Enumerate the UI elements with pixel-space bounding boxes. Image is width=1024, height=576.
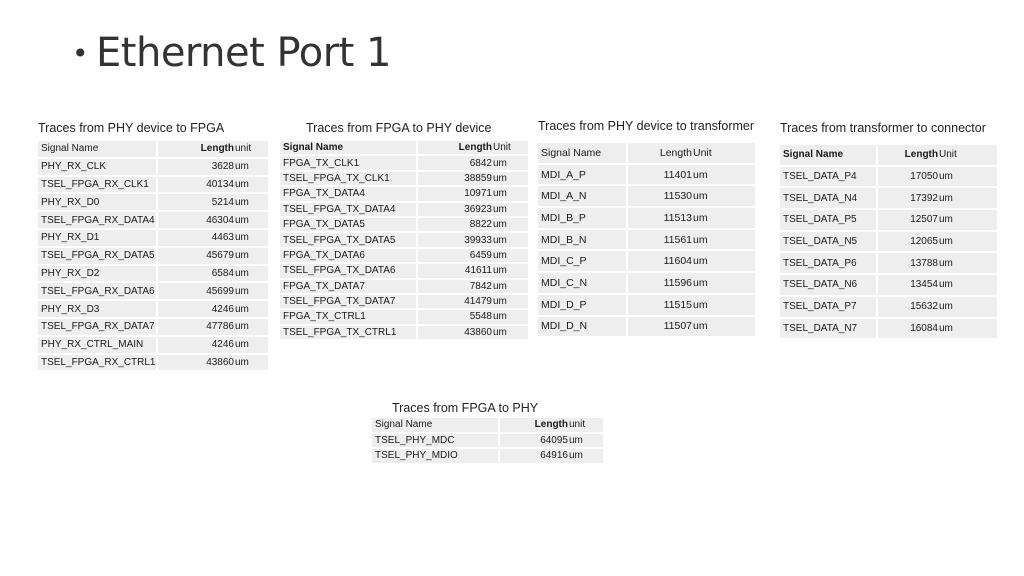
signal-name-cell: TSEL_DATA_P6 — [780, 253, 878, 275]
signal-name-cell: MDI_D_P — [538, 295, 628, 317]
transformer-to-connector-section — [780, 121, 997, 340]
header-unit: unit — [234, 141, 268, 159]
signal-name-cell: TSEL_FPGA_RX_DATA4 — [38, 212, 158, 230]
table-row — [780, 297, 997, 319]
unit-cell: um — [234, 301, 268, 319]
unit-cell: um — [938, 275, 997, 297]
header-signal-name: Signal Name — [38, 141, 158, 159]
length-cell: 11530 — [628, 186, 692, 208]
table-row — [38, 212, 268, 230]
table-row — [280, 187, 528, 202]
unit-cell: um — [234, 355, 268, 373]
header-signal-name: Signal Name — [280, 141, 418, 156]
length-cell: 11515 — [628, 295, 692, 317]
signal-name-cell: TSEL_PHY_MDIO — [372, 449, 500, 465]
header-signal-name: Signal Name — [538, 143, 628, 165]
table-row — [38, 194, 268, 212]
table-row — [372, 449, 603, 465]
length-cell: 39933 — [418, 233, 492, 248]
unit-cell: um — [692, 165, 755, 187]
header-length: Length — [628, 143, 692, 165]
signal-name-cell: MDI_D_N — [538, 317, 628, 339]
unit-cell: um — [492, 187, 528, 202]
length-cell: 13454 — [878, 275, 938, 297]
table-caption: Traces from PHY device to FPGA — [38, 121, 225, 135]
table-row — [280, 280, 528, 295]
table-row — [780, 167, 997, 189]
slide-title — [72, 30, 391, 76]
signal-name-cell: FPGA_TX_DATA7 — [280, 280, 418, 295]
signal-name-cell: TSEL_FPGA_TX_DATA4 — [280, 203, 418, 218]
table-row — [38, 248, 268, 266]
table-row — [38, 230, 268, 248]
table-row — [780, 319, 997, 341]
bullet-icon: • — [72, 36, 89, 70]
signal-name-cell: MDI_A_P — [538, 165, 628, 187]
unit-cell: um — [234, 319, 268, 337]
unit-cell: um — [492, 233, 528, 248]
unit-cell: um — [492, 203, 528, 218]
header-length: Length — [158, 141, 234, 159]
unit-cell: um — [692, 295, 755, 317]
unit-cell: um — [234, 212, 268, 230]
unit-cell: um — [492, 280, 528, 295]
table-row — [780, 188, 997, 210]
unit-cell: um — [568, 434, 603, 450]
signal-name-cell: TSEL_DATA_N5 — [780, 232, 878, 254]
unit-cell: um — [692, 208, 755, 230]
length-cell: 11507 — [628, 317, 692, 339]
signal-name-cell: TSEL_FPGA_TX_CTRL1 — [280, 326, 418, 341]
table-row — [538, 317, 755, 339]
table-row — [780, 232, 997, 254]
unit-cell: um — [492, 264, 528, 279]
length-cell: 11513 — [628, 208, 692, 230]
unit-cell: um — [692, 230, 755, 252]
signal-name-cell: TSEL_FPGA_TX_DATA5 — [280, 233, 418, 248]
unit-cell: um — [938, 167, 997, 189]
unit-cell: um — [234, 337, 268, 355]
table-caption: Traces from transformer to connector — [780, 121, 986, 135]
header-length: Length — [878, 145, 938, 167]
length-cell: 41611 — [418, 264, 492, 279]
signal-name-cell: TSEL_PHY_MDC — [372, 434, 500, 450]
table-row — [280, 310, 528, 325]
length-cell: 47786 — [158, 319, 234, 337]
table-row — [280, 233, 528, 248]
table-row — [38, 355, 268, 373]
table-row — [780, 253, 997, 275]
length-cell: 43860 — [418, 326, 492, 341]
length-cell: 15632 — [878, 297, 938, 319]
unit-cell: um — [234, 159, 268, 177]
unit-cell: um — [234, 283, 268, 301]
table-row — [38, 301, 268, 319]
unit-cell: um — [492, 310, 528, 325]
length-cell: 17392 — [878, 188, 938, 210]
signal-name-cell: TSEL_FPGA_TX_CLK1 — [280, 172, 418, 187]
table-row — [280, 249, 528, 264]
table-row — [280, 218, 528, 233]
slide-title-text: Ethernet Port 1 — [96, 30, 391, 76]
length-cell: 3628 — [158, 159, 234, 177]
unit-cell: um — [234, 177, 268, 195]
length-cell: 13788 — [878, 253, 938, 275]
table-row — [38, 337, 268, 355]
signal-name-cell: MDI_A_N — [538, 186, 628, 208]
header-length: Length — [418, 141, 492, 156]
table-row — [38, 177, 268, 195]
phy-to-fpga-section — [38, 121, 268, 372]
trace-length-table — [538, 143, 755, 338]
table-row — [280, 326, 528, 341]
length-cell: 11604 — [628, 251, 692, 273]
length-cell: 4463 — [158, 230, 234, 248]
table-row — [372, 434, 603, 450]
table-row — [280, 172, 528, 187]
length-cell: 8822 — [418, 218, 492, 233]
table-row — [280, 295, 528, 310]
length-cell: 11401 — [628, 165, 692, 187]
table-row — [538, 230, 755, 252]
signal-name-cell: FPGA_TX_CLK1 — [280, 156, 418, 171]
signal-name-cell: PHY_RX_D1 — [38, 230, 158, 248]
table-caption: Traces from FPGA to PHY device — [306, 121, 492, 135]
fpga-to-phy-device-section — [280, 121, 528, 341]
length-cell: 12065 — [878, 232, 938, 254]
signal-name-cell: FPGA_TX_CTRL1 — [280, 310, 418, 325]
unit-cell: um — [692, 186, 755, 208]
unit-cell: um — [692, 251, 755, 273]
unit-cell: um — [568, 449, 603, 465]
header-length: Length — [500, 418, 568, 434]
trace-length-table — [38, 141, 268, 372]
signal-name-cell: TSEL_DATA_P5 — [780, 210, 878, 232]
signal-name-cell: TSEL_FPGA_RX_DATA5 — [38, 248, 158, 266]
signal-name-cell: TSEL_FPGA_TX_DATA6 — [280, 264, 418, 279]
signal-name-cell: MDI_C_N — [538, 273, 628, 295]
unit-cell: um — [492, 218, 528, 233]
signal-name-cell: TSEL_DATA_N4 — [780, 188, 878, 210]
table-row — [538, 208, 755, 230]
unit-cell: um — [234, 266, 268, 284]
length-cell: 6842 — [418, 156, 492, 171]
signal-name-cell: PHY_RX_D0 — [38, 194, 158, 212]
header-unit: Unit — [692, 143, 755, 165]
unit-cell: um — [938, 297, 997, 319]
length-cell: 6459 — [418, 249, 492, 264]
signal-name-cell: PHY_RX_D2 — [38, 266, 158, 284]
table-row — [780, 275, 997, 297]
signal-name-cell: FPGA_TX_DATA6 — [280, 249, 418, 264]
header-unit: unit — [568, 418, 603, 434]
table-row — [38, 319, 268, 337]
unit-cell: um — [492, 249, 528, 264]
length-cell: 64095 — [500, 434, 568, 450]
trace-length-table — [280, 141, 528, 341]
unit-cell: um — [492, 295, 528, 310]
length-cell: 45679 — [158, 248, 234, 266]
signal-name-cell: FPGA_TX_DATA5 — [280, 218, 418, 233]
signal-name-cell: PHY_RX_D3 — [38, 301, 158, 319]
unit-cell: um — [692, 317, 755, 339]
length-cell: 11561 — [628, 230, 692, 252]
table-row — [38, 266, 268, 284]
signal-name-cell: TSEL_DATA_N6 — [780, 275, 878, 297]
signal-name-cell: PHY_RX_CLK — [38, 159, 158, 177]
table-row — [38, 283, 268, 301]
signal-name-cell: TSEL_FPGA_TX_DATA7 — [280, 295, 418, 310]
length-cell: 7842 — [418, 280, 492, 295]
trace-length-table — [780, 145, 997, 340]
length-cell: 4246 — [158, 301, 234, 319]
table-header-row — [372, 418, 603, 434]
length-cell: 5548 — [418, 310, 492, 325]
unit-cell: um — [492, 172, 528, 187]
length-cell: 36923 — [418, 203, 492, 218]
length-cell: 41479 — [418, 295, 492, 310]
length-cell: 6584 — [158, 266, 234, 284]
signal-name-cell: TSEL_FPGA_RX_DATA7 — [38, 319, 158, 337]
unit-cell: um — [938, 232, 997, 254]
table-row — [538, 251, 755, 273]
header-unit: Unit — [938, 145, 997, 167]
length-cell: 17050 — [878, 167, 938, 189]
length-cell: 16084 — [878, 319, 938, 341]
unit-cell: um — [938, 253, 997, 275]
unit-cell: um — [492, 326, 528, 341]
length-cell: 38859 — [418, 172, 492, 187]
table-row — [280, 156, 528, 171]
unit-cell: um — [938, 188, 997, 210]
header-unit: Unit — [492, 141, 528, 156]
table-row — [538, 165, 755, 187]
length-cell: 64916 — [500, 449, 568, 465]
length-cell: 46304 — [158, 212, 234, 230]
table-row — [280, 203, 528, 218]
unit-cell: um — [492, 156, 528, 171]
unit-cell: um — [234, 230, 268, 248]
signal-name-cell: PHY_RX_CTRL_MAIN — [38, 337, 158, 355]
length-cell: 12507 — [878, 210, 938, 232]
length-cell: 43860 — [158, 355, 234, 373]
signal-name-cell: MDI_B_P — [538, 208, 628, 230]
length-cell: 11596 — [628, 273, 692, 295]
header-signal-name: Signal Name — [372, 418, 500, 434]
table-caption: Traces from PHY device to transformer — [538, 119, 755, 133]
unit-cell: um — [234, 248, 268, 266]
table-row — [538, 186, 755, 208]
signal-name-cell: TSEL_DATA_N7 — [780, 319, 878, 341]
length-cell: 10971 — [418, 187, 492, 202]
header-signal-name: Signal Name — [780, 145, 878, 167]
table-caption: Traces from FPGA to PHY — [392, 401, 539, 415]
table-row — [780, 210, 997, 232]
signal-name-cell: TSEL_FPGA_RX_CLK1 — [38, 177, 158, 195]
phy-to-transformer-section — [538, 119, 755, 338]
signal-name-cell: TSEL_DATA_P4 — [780, 167, 878, 189]
signal-name-cell: FPGA_TX_DATA4 — [280, 187, 418, 202]
length-cell: 45699 — [158, 283, 234, 301]
signal-name-cell: MDI_B_N — [538, 230, 628, 252]
unit-cell: um — [692, 273, 755, 295]
fpga-to-phy-section — [372, 401, 603, 465]
table-row — [538, 273, 755, 295]
signal-name-cell: TSEL_FPGA_RX_DATA6 — [38, 283, 158, 301]
unit-cell: um — [938, 319, 997, 341]
table-header-row — [780, 145, 997, 167]
length-cell: 5214 — [158, 194, 234, 212]
unit-cell: um — [234, 194, 268, 212]
length-cell: 40134 — [158, 177, 234, 195]
table-header-row — [38, 141, 268, 159]
table-row — [280, 264, 528, 279]
signal-name-cell: MDI_C_P — [538, 251, 628, 273]
length-cell: 4246 — [158, 337, 234, 355]
table-row — [538, 295, 755, 317]
unit-cell: um — [938, 210, 997, 232]
signal-name-cell: TSEL_DATA_P7 — [780, 297, 878, 319]
table-header-row — [280, 141, 528, 156]
table-header-row — [538, 143, 755, 165]
trace-length-table — [372, 418, 603, 465]
signal-name-cell: TSEL_FPGA_RX_CTRL1 — [38, 355, 158, 373]
table-row — [38, 159, 268, 177]
